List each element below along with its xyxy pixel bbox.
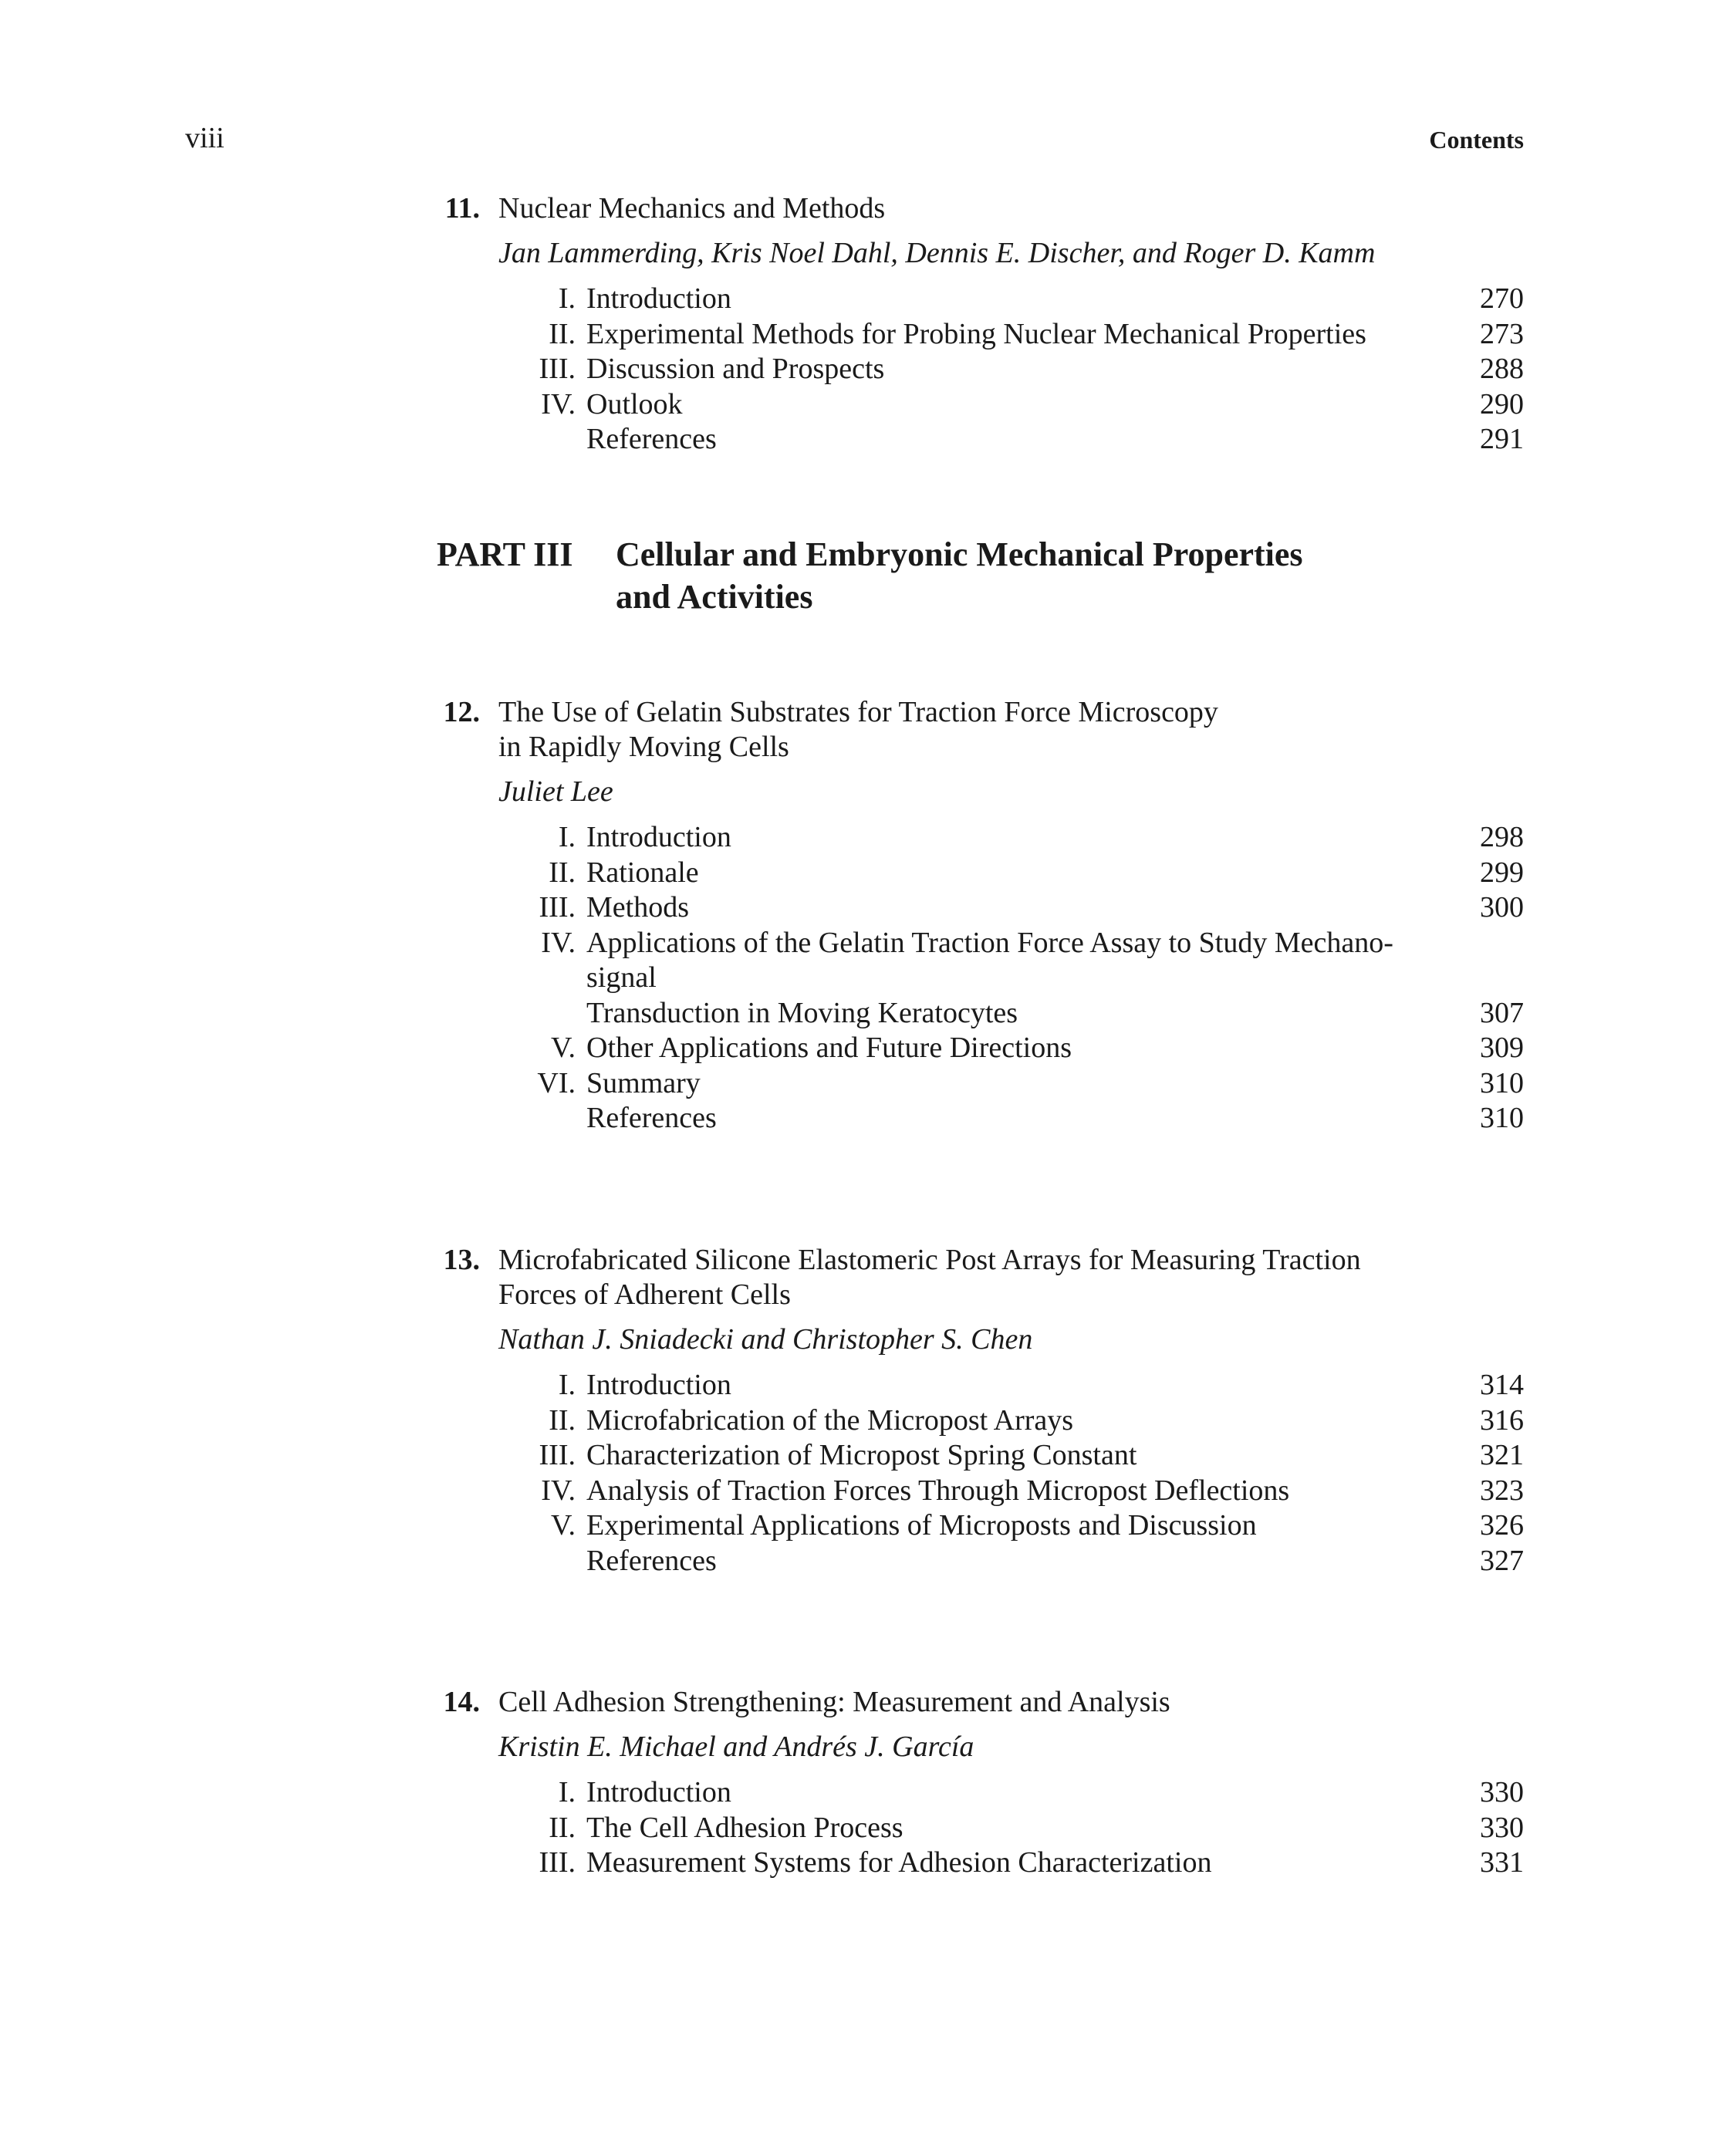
chapter-title: Cell Adhesion Strengthening: Measurement and Analysis bbox=[498, 1686, 1170, 1718]
section-number: I. bbox=[558, 1776, 576, 1808]
page-number: 300 bbox=[1480, 891, 1524, 924]
section-title: Experimental Applications of Microposts and Discussion bbox=[586, 1509, 1257, 1542]
page-number: 331 bbox=[1480, 1846, 1524, 1879]
toc-entry bbox=[437, 352, 1524, 387]
page-number: 323 bbox=[1480, 1474, 1524, 1507]
page-number: 298 bbox=[1480, 821, 1524, 853]
toc-entry bbox=[437, 317, 1524, 353]
running-title: Contents bbox=[1429, 126, 1524, 154]
section-title: Summary bbox=[586, 1066, 701, 1099]
section-number: II. bbox=[549, 317, 576, 350]
section-title: Introduction bbox=[586, 282, 731, 315]
section-list bbox=[437, 820, 1524, 1136]
toc-entry bbox=[437, 1031, 1524, 1066]
toc-entry bbox=[437, 282, 1524, 317]
section-number: III. bbox=[539, 353, 576, 385]
section-list bbox=[437, 282, 1524, 458]
page-folio: viii bbox=[185, 122, 225, 154]
page-number: 316 bbox=[1480, 1403, 1524, 1437]
page-number: 314 bbox=[1480, 1369, 1524, 1401]
section-title-line-1: Applications of the Gelatin Traction Force Assay to Study Mechano-signal bbox=[586, 926, 1393, 994]
section-list bbox=[437, 1368, 1524, 1579]
section-number: IV. bbox=[541, 387, 576, 420]
chapter-title-line-1: The Use of Gelatin Substrates for Traction Force Microscopy bbox=[498, 695, 1218, 728]
section-number: III. bbox=[539, 1439, 576, 1471]
section-title bbox=[586, 926, 1447, 1032]
chapter-number: 14. bbox=[443, 1686, 480, 1718]
page-number: 330 bbox=[1480, 1776, 1524, 1808]
section-title: References bbox=[586, 1544, 717, 1577]
toc-entry bbox=[437, 890, 1524, 926]
page-number: 288 bbox=[1480, 353, 1524, 385]
section-title: Outlook bbox=[586, 387, 683, 420]
chapter-11 bbox=[437, 191, 1524, 458]
toc-entry bbox=[437, 1438, 1524, 1474]
page-number: 273 bbox=[1480, 317, 1524, 350]
page-number: 307 bbox=[1480, 996, 1524, 1029]
toc-entry bbox=[437, 1403, 1524, 1439]
chapter-title-line-2: in Rapidly Moving Cells bbox=[498, 731, 789, 763]
toc-entry bbox=[437, 1544, 1524, 1579]
toc-entry bbox=[437, 1508, 1524, 1544]
toc-entry bbox=[437, 1368, 1524, 1403]
section-number: I. bbox=[558, 282, 576, 315]
section-title: Introduction bbox=[586, 1776, 731, 1808]
section-number: II. bbox=[549, 1403, 576, 1437]
section-list bbox=[437, 1775, 1524, 1881]
toc-entry bbox=[437, 820, 1524, 856]
chapter-13 bbox=[437, 1243, 1524, 1579]
chapter-12 bbox=[437, 695, 1524, 1136]
section-title: References bbox=[586, 1102, 717, 1134]
part-title-line-1: Cellular and Embryonic Mechanical Properties bbox=[616, 535, 1303, 573]
chapter-number: 13. bbox=[443, 1243, 480, 1276]
section-title: The Cell Adhesion Process bbox=[586, 1811, 903, 1844]
table-of-contents bbox=[437, 191, 1524, 1881]
page-number: 326 bbox=[1480, 1509, 1524, 1542]
section-title-line-2: Transduction in Moving Keratocytes bbox=[586, 996, 1018, 1029]
section-number: I. bbox=[558, 1369, 576, 1401]
chapter-number: 11. bbox=[444, 192, 480, 225]
section-number: III. bbox=[539, 1846, 576, 1879]
section-title: Characterization of Micropost Spring Constant bbox=[586, 1439, 1137, 1471]
section-number: II. bbox=[549, 856, 576, 889]
section-title: Introduction bbox=[586, 1369, 731, 1401]
chapter-authors: Nathan J. Sniadecki and Christopher S. Chen bbox=[498, 1322, 1033, 1356]
section-title: Measurement Systems for Adhesion Characterization bbox=[586, 1846, 1212, 1879]
toc-entry bbox=[437, 1101, 1524, 1136]
section-number: III. bbox=[539, 891, 576, 924]
toc-entry bbox=[437, 1474, 1524, 1509]
section-title: Discussion and Prospects bbox=[586, 353, 885, 385]
part-label: PART III bbox=[437, 535, 573, 573]
chapter-authors: Jan Lammerding, Kris Noel Dahl, Dennis E. Discher, and Roger D. Kamm bbox=[498, 236, 1376, 269]
part-title-line-2: and Activities bbox=[616, 577, 813, 616]
section-number: II. bbox=[549, 1811, 576, 1844]
chapter-title-line-1: Microfabricated Silicone Elastomeric Post Arrays for Measuring Traction bbox=[498, 1243, 1361, 1276]
page-number: 290 bbox=[1480, 387, 1524, 420]
section-title: Experimental Methods for Probing Nuclear Mechanical Properties bbox=[586, 317, 1366, 350]
section-title: Introduction bbox=[586, 821, 731, 853]
chapter-14 bbox=[437, 1685, 1524, 1881]
section-title: References bbox=[586, 423, 717, 455]
section-number: V. bbox=[550, 1509, 576, 1542]
toc-entry bbox=[437, 926, 1524, 1032]
chapter-authors: Juliet Lee bbox=[498, 775, 613, 808]
toc-entry bbox=[437, 387, 1524, 423]
section-number: VI. bbox=[537, 1066, 576, 1099]
part-heading bbox=[437, 533, 1524, 618]
page-number: 270 bbox=[1480, 282, 1524, 315]
chapter-authors: Kristin E. Michael and Andrés J. García bbox=[498, 1730, 974, 1763]
page-number: 327 bbox=[1480, 1544, 1524, 1577]
chapter-title: Nuclear Mechanics and Methods bbox=[498, 192, 886, 225]
chapter-title-line-2: Forces of Adherent Cells bbox=[498, 1278, 791, 1311]
section-number: IV. bbox=[541, 1474, 576, 1507]
chapter-number: 12. bbox=[443, 695, 480, 728]
section-title: Analysis of Traction Forces Through Micropost Deflections bbox=[586, 1474, 1290, 1507]
toc-entry bbox=[437, 1775, 1524, 1811]
toc-entry bbox=[437, 1066, 1524, 1102]
page-number: 330 bbox=[1480, 1811, 1524, 1844]
page-number: 299 bbox=[1480, 856, 1524, 889]
section-number: I. bbox=[558, 821, 576, 853]
page-number: 321 bbox=[1480, 1439, 1524, 1471]
section-title: Microfabrication of the Micropost Arrays bbox=[586, 1403, 1074, 1437]
page-number: 310 bbox=[1480, 1102, 1524, 1134]
page-number: 309 bbox=[1480, 1032, 1524, 1064]
toc-entry bbox=[437, 1846, 1524, 1881]
section-title: Methods bbox=[586, 891, 689, 924]
section-number: IV. bbox=[541, 926, 576, 959]
page-number: 310 bbox=[1480, 1066, 1524, 1099]
toc-entry bbox=[437, 856, 1524, 891]
section-title: Rationale bbox=[586, 856, 699, 889]
page-number: 291 bbox=[1480, 423, 1524, 455]
toc-entry bbox=[437, 422, 1524, 458]
toc-entry bbox=[437, 1811, 1524, 1846]
section-number: V. bbox=[550, 1032, 576, 1064]
section-title: Other Applications and Future Directions bbox=[586, 1032, 1072, 1064]
